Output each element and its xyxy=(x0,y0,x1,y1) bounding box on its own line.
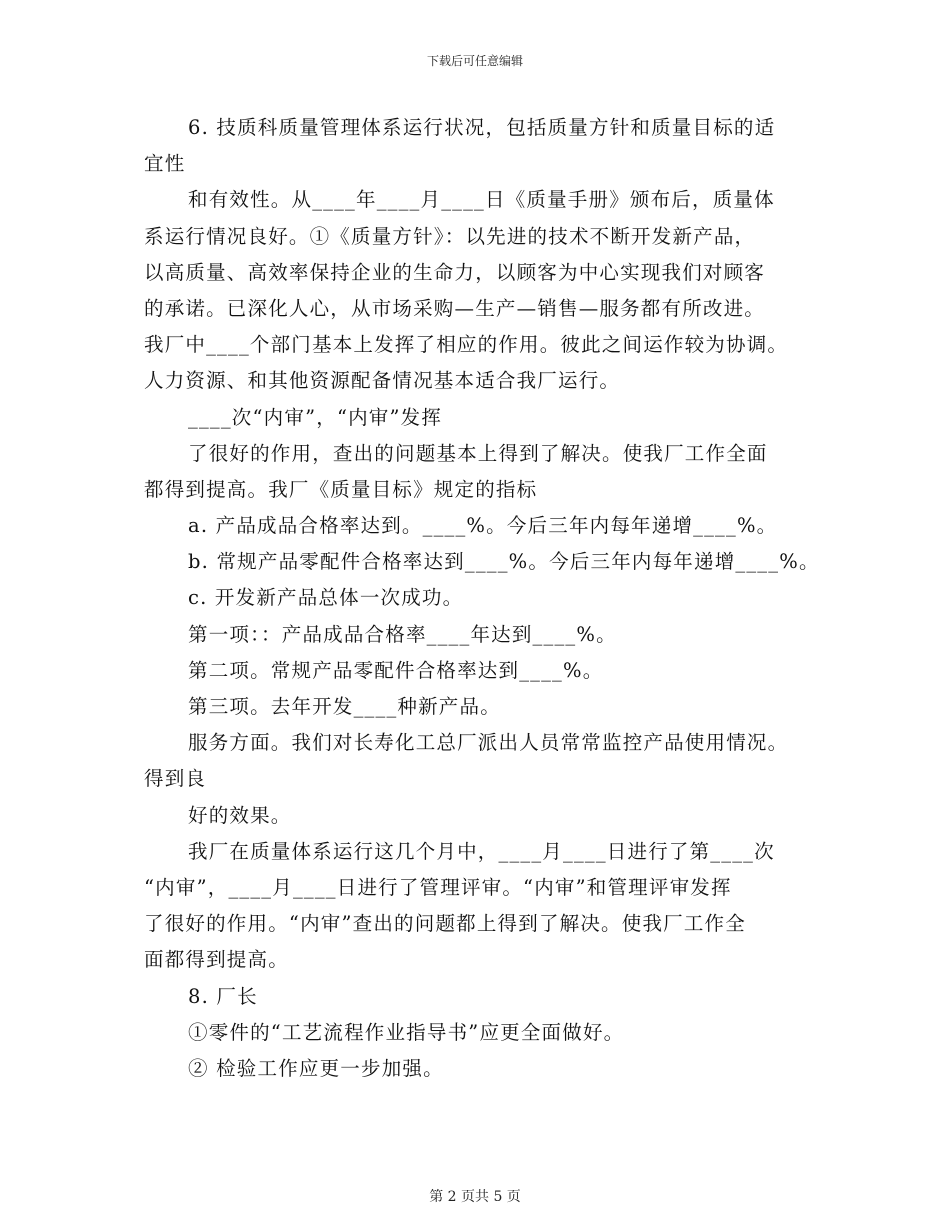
body-line: 6. 技质科质量管理体系运行状况，包括质量方针和质量目标的适 xyxy=(188,116,776,139)
body-line: 我厂在质量体系运行这几个月中，____月____日进行了第____次 xyxy=(188,839,775,863)
body-line: 人力资源、和其他资源配备情况基本适合我厂运行。 xyxy=(144,369,621,393)
body-line: 系运行情况良好。①《质量方针》：以先进的技术不断开发新产品， xyxy=(144,224,756,248)
body-line: 第三项。去年开发____种新产品。 xyxy=(188,695,501,718)
page-footer: 第 2 页共 5 页 xyxy=(429,1189,521,1205)
body-line: 以高质量、高效率保持企业的生命力，以顾客为中心实现我们对顾客 xyxy=(144,260,766,284)
body-line: b. 常规产品零配件合格率达到____%。今后三年内每年递增____%。 xyxy=(188,550,820,574)
document-body xyxy=(144,110,820,1087)
body-line: 第二项。常规产品零配件合格率达到____%。 xyxy=(188,658,604,682)
body-line: 得到良 xyxy=(144,767,207,791)
body-line: ①零件的“工艺流程作业指导书”应更全面做好。 xyxy=(188,1020,625,1044)
body-line: 宜性 xyxy=(144,152,186,176)
body-line: 了很好的作用，查出的问题基本上得到了解决。使我厂工作全面 xyxy=(188,441,768,465)
body-line: 8. 厂长 xyxy=(188,984,258,1008)
page-header: 下载后可任意编辑 xyxy=(426,54,523,68)
body-line: 我厂中____个部门基本上发挥了相应的作用。彼此之间运作较为协调。 xyxy=(144,333,789,357)
body-line: 都得到提高。我厂《质量目标》规定的指标 xyxy=(144,477,538,501)
body-line: 第一项：：产品成品合格率____年达到____%。 xyxy=(188,622,617,646)
body-line: 和有效性。从____年____月____日《质量手册》颁布后，质量体 xyxy=(188,188,775,212)
body-line: 面都得到提高。 xyxy=(144,948,289,972)
body-line: “内审”，____月____日进行了管理评审。“内审”和管理评审发挥 xyxy=(144,875,732,899)
body-line: 了很好的作用。“内审”查出的问题都上得到了解决。使我厂工作全 xyxy=(144,912,746,936)
body-line: c. 开发新产品总体一次成功。 xyxy=(188,586,464,610)
body-line: ② 检验工作应更一步加强。 xyxy=(188,1056,444,1080)
body-line: 服务方面。我们对长寿化工总厂派出人员常常监控产品使用情况。 xyxy=(188,731,789,755)
body-line: 的承诺。已深化人心，从市场采购—生产—销售—服务都有所改进。 xyxy=(144,296,766,320)
body-line: 好的效果。 xyxy=(188,803,292,827)
body-line: ____次“内审”，“内审”发挥 xyxy=(188,405,443,429)
body-line: a. 产品成品合格率达到。____%。今后三年内每年递增____%。 xyxy=(188,514,778,538)
